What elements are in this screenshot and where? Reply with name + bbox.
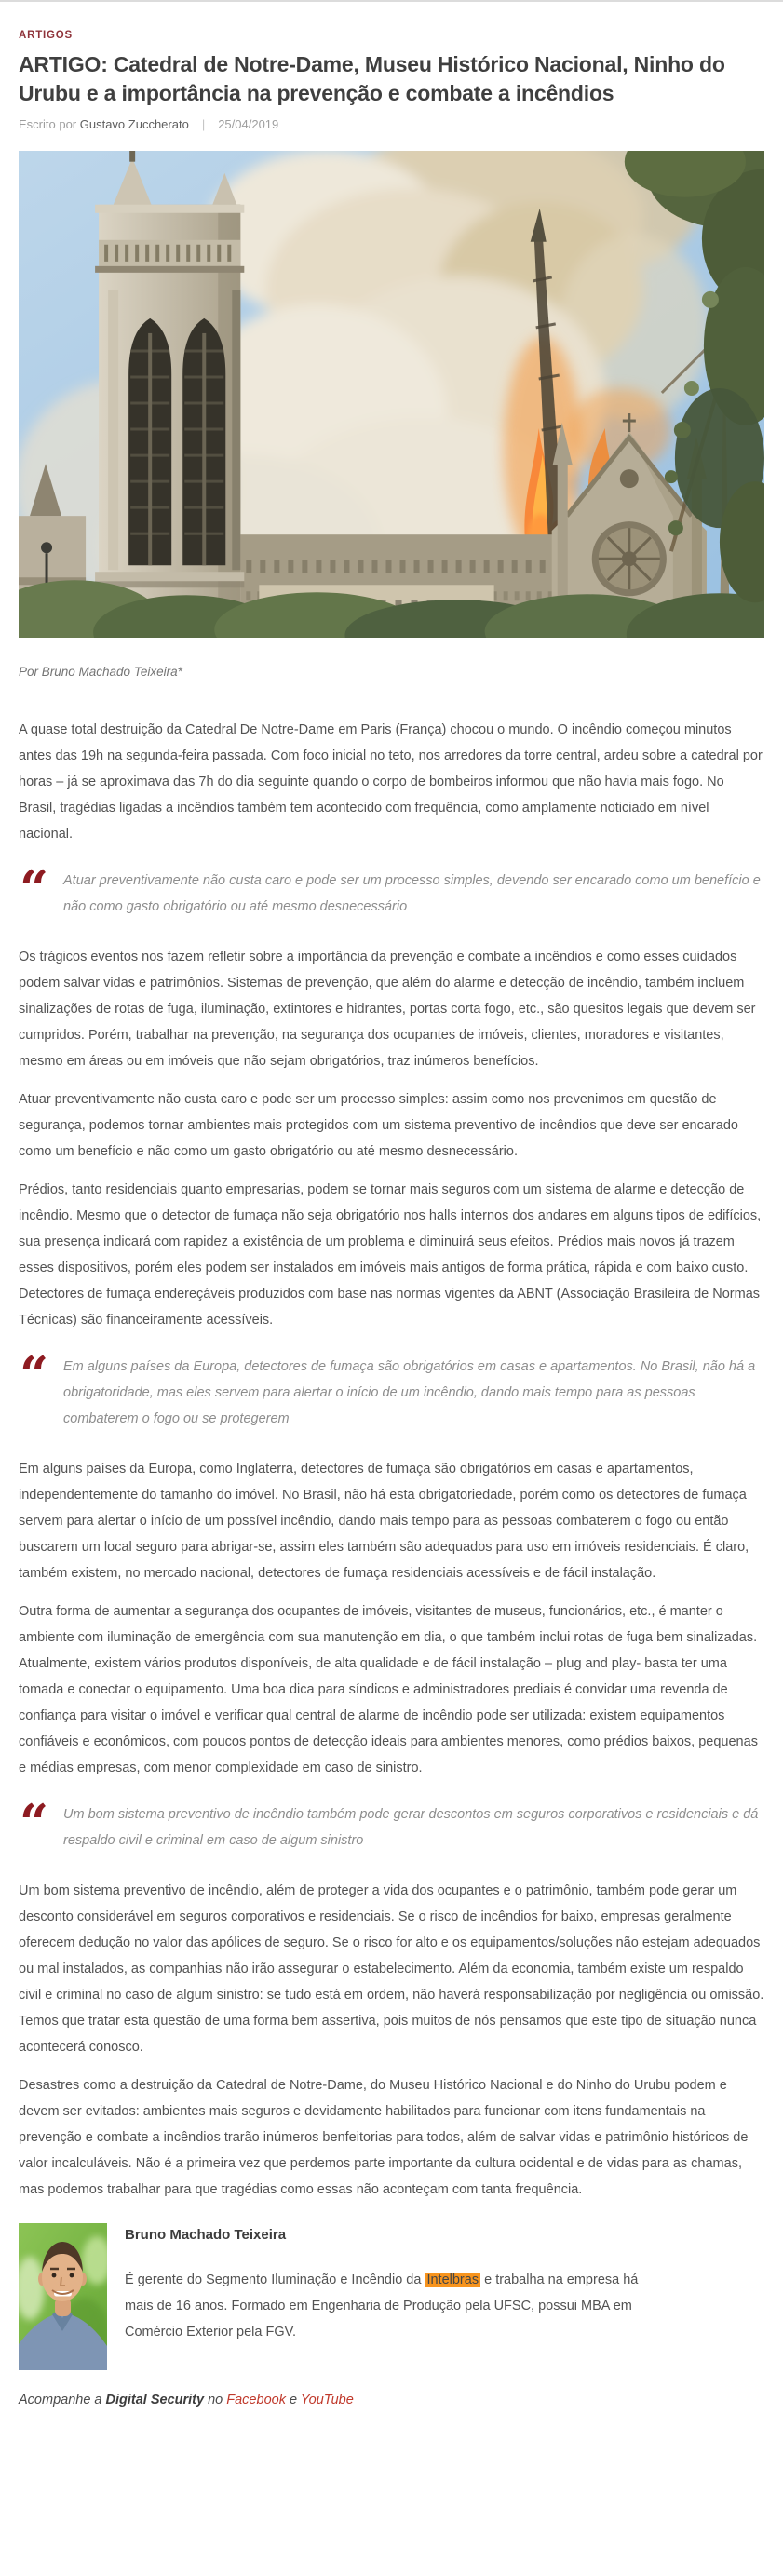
quote-icon: “ <box>20 1793 49 1853</box>
notre-dame-fire-illustration <box>19 151 764 638</box>
paragraph-4: Prédios, tanto residenciais quanto empresarias, podem se tornar mais seguros com um sistema de alarme e detecção de incêndio. Mesmo que o detector de fumaça não seja obrigatório nos halls internos dos andares em alguns tipos de edifícios, sua presença indicará com rapidez a existência de um problema e diminuirá seus efeitos. Prédios mais novos já trazem esses dispositivos, porém eles podem ser instalados em imóveis mais antigos de forma prática, rápida e com baixo custo. Detectores de fumaça endereçáveis produzidos com base nas normas vigentes da ABNT (Associação Brasileira de Normas Técnicas) são financeiramente acessíveis. <box>19 1182 762 1328</box>
highlighted-term: Intelbras <box>426 2273 479 2287</box>
follow-prefix: Acompanhe a <box>19 2393 106 2407</box>
author-bio <box>125 2223 655 2370</box>
pull-quote-3 <box>19 1793 764 1854</box>
author-name: Bruno Machado Teixeira <box>125 2227 287 2243</box>
pull-quote-2 <box>19 1345 764 1432</box>
quote-icon: “ <box>20 859 49 919</box>
byline <box>19 117 764 131</box>
pull-quote-1 <box>19 859 764 920</box>
paragraph-8: Desastres como a destruição da Catedral de Notre-Dame, do Museu Histórico Nacional e do Ninho do Urubu podem e devem ser evitados: ambientes mais seguros e devidamente habilitados para funcionar com itens fundamentais na prevenção e combate a incêndios trarão inúmeros benfeitorias para todos, além de salvar vidas e patrimônio históricos de valor incalculáveis. Não é a primeira vez que perdemos parte importante da cultura ocidental e de vidas para as chamas, mas podemos trabalhar para que tragédias como essas não aconteçam com tanta frequência. <box>19 2078 749 2197</box>
byline-date: 25/04/2019 <box>218 117 279 131</box>
follow-middle: no <box>204 2393 227 2407</box>
byline-prefix: Escrito por <box>19 117 80 131</box>
pull-quote-2-text: Em alguns países da Europa, detectores de fumaça são obrigatórios em casas e apartamentos. No Brasil, não há a obrigatoridade, mas eles servem para alertar o início de um incêndio, dando mais tempo para as pessoas combaterem o fogo ou se protegerem <box>63 1359 756 1426</box>
author-photo <box>19 2223 107 2370</box>
byline-separator: | <box>201 117 206 131</box>
follow-line <box>19 2393 764 2407</box>
paragraph-1: A quase total destruição da Catedral De Notre-Dame em Paris (França) chocou o mundo. O incêndio começou minutos antes das 19h na segunda-feira passada. Com foco inicial no teto, nos arredores da torre central, ardeu sobre a catedral por horas – já se aproximava das 7h do dia seguinte quando o corpo de bombeiros informou que não havia mais fogo. No Brasil, tragédias ligadas a incêndios também tem acontecido com frequência, como amplamente noticiado em nível nacional. <box>19 722 763 842</box>
article-page <box>0 2 783 2421</box>
paragraph-6: Outra forma de aumentar a segurança dos ocupantes de imóveis, visitantes de museus, funcionários, etc., é manter o ambiente com iluminação de emergência com sua manutenção em dia, o que também inclui rotas de fuga bem sinalizadas. Atualmente, existem vários produtos disponíveis, de alta qualidade e de fácil instalação – plug and play- basta ter uma tomada e conectar o equipamento. Uma boa dica para síndicos e administradores prediais é convidar uma revenda de confiança para visitar o imóvel e verificar qual central de alarme de incêndio pode ser utilizada: existem equipamentos confiáveis e econômicos, com poucos pontos de detecção ideais para ambientes menores, como prédios baixos, pequenas e médias empresas, com menor complexidade em caso de sinistro. <box>19 1604 758 1775</box>
paragraph-7: Um bom sistema preventivo de incêndio, além de proteger a vida dos ocupantes e o patrimônio, também pode gerar um desconto considerável em seguros corporativos e residenciais. Se o risco de incêndios for baixo, empresas geralmente oferecem dedução no valor das apólices de seguro. Se o risco for alto e os equipamentos/soluções não estejam adequados ou mal instalados, as companhias não irão assegurar o estabelecimento. Além da economia, também existe um respaldo civil e criminal no caso de algum sinistro: se tudo está em ordem, não haverá responsabilização por negligência ou omissão. Temos que tratar esta questão de uma forma bem assertiva, pois muitos de nós pensamos que este tipo de situação nunca acontecerá conosco. <box>19 1883 764 2055</box>
pull-quote-3-text: Um bom sistema preventivo de incêndio também pode gerar descontos em seguros corporativos e residenciais e dá respaldo civil e criminal em caso de algum sinistro <box>63 1807 759 1848</box>
brand-name: Digital Security <box>105 2393 205 2407</box>
youtube-link[interactable]: YouTube <box>300 2393 354 2407</box>
bio-text-after: e trabalha na empresa há mais de 16 anos. Formado em Engenharia de Produção pela UFSC, possui MBA em Comércio Exterior pela FGV. <box>125 2273 639 2340</box>
byline-author: Gustavo Zuccherato <box>79 117 189 131</box>
image-caption: Por Bruno Machado Teixeira* <box>19 665 182 679</box>
author-bio-text <box>125 2267 655 2345</box>
paragraph-3: Atuar preventivamente não custa caro e pode ser um processo simples: assim como nos prevenimos em questão de segurança, podemos tornar ambientes mais protegidos com um sistema preventivo de incêndios que deve ser encarado como um benefício e não como um gasto obrigatório ou até mesmo desnecessário. <box>19 1092 738 1159</box>
category-link[interactable]: ARTIGOS <box>19 30 73 41</box>
follow-conjunction: e <box>285 2393 301 2407</box>
paragraph-2: Os trágicos eventos nos fazem refletir sobre a importância da prevenção e combate a incêndios e como esses cuidados podem salvar vidas e patrimônios. Sistemas de prevenção, que além do alarme e detecção de incêndio, também incluem sinalizações de rotas de fuga, iluminação, extintores e hidrantes, portas corta fogo, etc., são quesitos legais que devem ser cumpridos. Porém, trabalhar na prevenção, na segurança dos ocupantes de imóveis, clientes, moradores e visitantes, mesmo em áreas ou em imóveis que não sejam obrigatórios, traz inúmeros benefícios. <box>19 950 756 1069</box>
author-portrait-illustration <box>19 2223 107 2370</box>
author-card <box>19 2223 764 2370</box>
bio-text-before: É gerente do Segmento Iluminação e Incêndio da <box>125 2273 425 2287</box>
hero-image <box>19 151 764 638</box>
facebook-link[interactable]: Facebook <box>226 2393 286 2407</box>
paragraph-5: Em alguns países da Europa, como Inglaterra, detectores de fumaça são obrigatórios em casas e apartamentos, independentemente do tamanho do imóvel. No Brasil, não há esta obrigatoriedade, porém como os detectores de fumaça servem para alertar o início de um possível incêndio, dando mais tempo para as pessoas combaterem o fogo ou então buscarem um local seguro para abrigar-se, assim eles também são adequados para uso em imóveis residenciais. É claro, também existem, no mercado nacional, detectores de fumaça residenciais acessíveis e de fácil instalação. <box>19 1462 749 1581</box>
page-title: ARTIGO: Catedral de Notre-Dame, Museu Histórico Nacional, Ninho do Urubu e a importância na prevenção e combate a incêndios <box>19 52 725 105</box>
quote-icon: “ <box>20 1345 49 1405</box>
pull-quote-1-text: Atuar preventivamente não custa caro e pode ser um processo simples, devendo ser encarado como um benefício e não como gasto obrigatório ou até mesmo desnecessário <box>63 873 761 914</box>
